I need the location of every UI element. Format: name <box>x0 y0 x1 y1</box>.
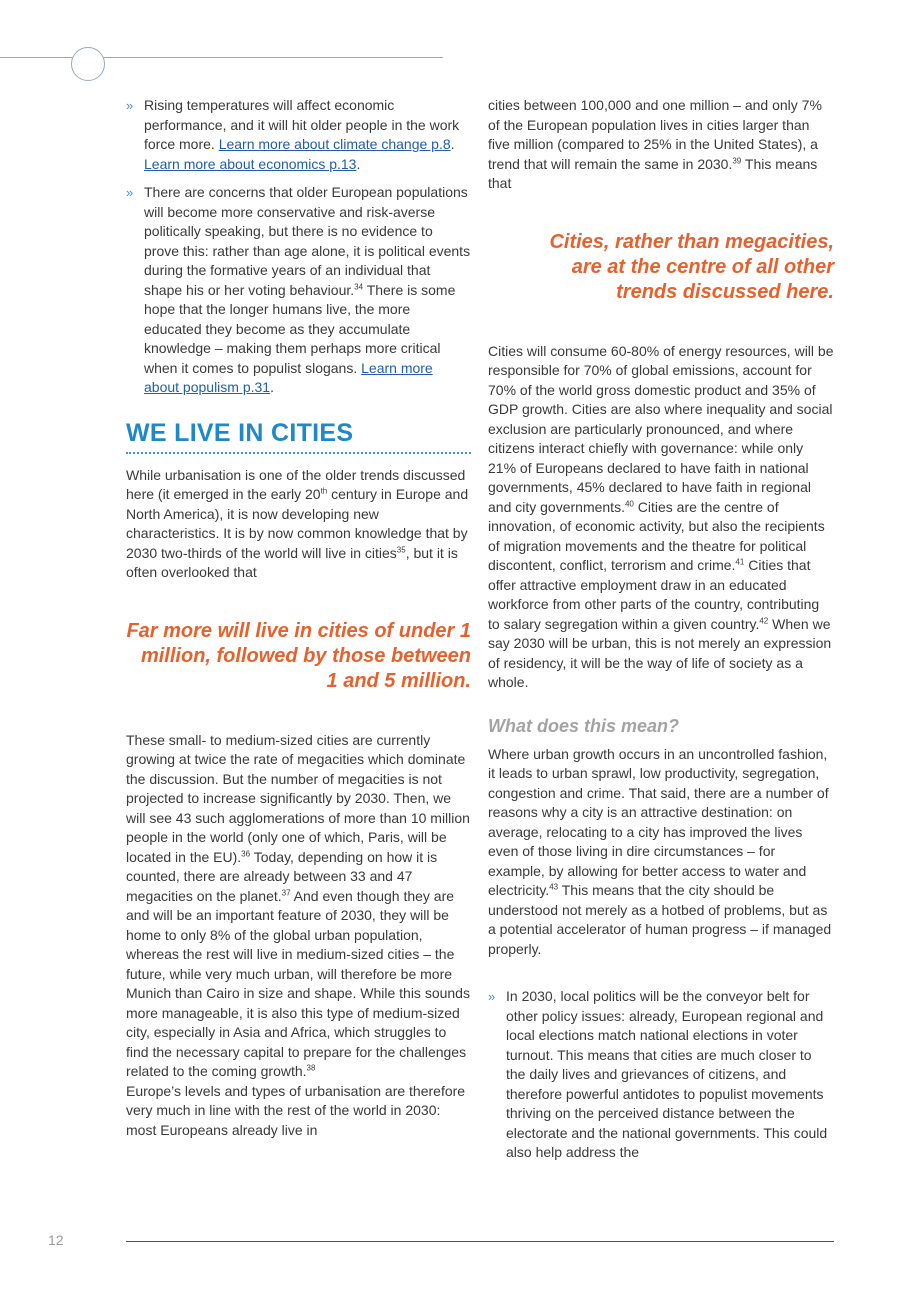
list-item: » Rising temperatures will affect economic performance, and it will hit older people in the work force more. Learn more about climate change p.8. Learn more about economics p.13. <box>126 97 460 172</box>
body-paragraph: These small- to medium-sized cities are currently growing at twice the rate of megacities which dominate the discussion. But the number of megacities is not projected to increase significantly by 2030. Then, we will see 43 such agglomerations of more than 10 million people in the world (only one of which, Paris, will be located in the EU).$^{36}$ Today, depending on how it is counted, there are already between 33 and 47 megacities on the planet.$^{37}$ And even though they are and will be an important feature of 2030, they will be home to only 8% of the global urban population, whereas the rest will live in medium-sized cities – the future, while very much urban, will therefore be more Munich than Cairo in size and shape. While this sounds more manageable, it is also this type of medium-sized city, especially in Asia and Africa, which struggles to find the necessary capital to prepare for the challenges related to the coming growth.$^{38}$ <box>126 731 470 1079</box>
list-item: » There are concerns that older European populations will become more conservative and risk-averse politically speaking, but there is no evidence to prove this: rather than age alone, it is political events during the formative years of an individual that shape his or her voting behaviour.$^{34}$ There is some hope that the longer humans live, the more educated they become as they accumulate knowledge – making them perhaps more critical when it comes to populist slogans. Learn more about populism p.31. <box>126 184 471 395</box>
section-heading: WE LIVE IN CITIES <box>126 418 354 447</box>
body-paragraph: Where urban growth occurs in an uncontrolled fashion, it leads to urban sprawl, low productivity, segregation, congestion and crime. That said, there are a number of reasons why a city is an attractive destination: on average, relocating to a city has improved the lives even of those living in dire circumstances – for example, by allowing for better access to water and electricity.$^{43}$ This means that the city should be understood not merely as a hotbed of problems, but as a potential accelerator of human progress – if managed properly. <box>488 745 832 957</box>
bullet-marker: » <box>488 989 496 1004</box>
body-paragraph: Europe’s levels and types of urbanisation are therefore very much in line with the rest of the world in 2030: most Europeans already live in <box>126 1082 466 1138</box>
footnote-ref: 34 <box>354 281 364 291</box>
bullet-marker: » <box>126 185 134 200</box>
bullet-text: There is some hope that the longer humans live, the more educated they become as they accumulate knowledge – making them perhaps more critical when it comes to populist slogans. <box>144 281 456 376</box>
header-rule <box>0 57 443 58</box>
bullet-text: There are concerns that older European populations will become more conservative and risk-averse politically speaking, but there is no evidence to prove this: rather than age alone, it is political events during the formative years of an individual that shape his or her voting behaviour. <box>144 184 471 298</box>
link-economics[interactable]: Learn more about economics p.13 <box>144 155 357 172</box>
bullet-text: Rising temperatures will affect economic performance, and it will hit older people in the work force more. <box>144 97 460 152</box>
list-item <box>488 987 834 1163</box>
right-column <box>488 96 834 1172</box>
header-circle-ornament <box>71 47 105 81</box>
pull-quote: Far more will live in cities of under 1 million, followed by those between 1 and 5 million. <box>126 619 471 692</box>
link-climate-change[interactable]: Learn more about climate change p.8 <box>218 136 451 152</box>
link-populism[interactable]: Learn more about populism p.31 <box>144 359 433 395</box>
bullet-text: In 2030, local politics will be the conveyor belt for other policy issues: already, European regional and local elections match national elections in voter turnout. This means that cities are much closer to the daily lives and grievances of citizens, and therefore powerful antidotes to populist movements thriving on the perceived distance between the electorate and the national governments. This could also help address the <box>506 988 828 1160</box>
pull-quote: Cities, rather than megacities, are at the centre of all other trends discussed here. <box>549 230 834 303</box>
continued-paragraph: cities between 100,000 and one million – and only 7% of the European population lives in cities larger than five million (compared to 25% in the United States), a trend that will remain the same in 2030.39 This means that <box>488 97 822 191</box>
bullet-list <box>488 987 834 1163</box>
dotted-divider <box>126 452 471 454</box>
intro-paragraph: While urbanisation is one of the older trends discussed here (it emerged in the early 20th century in Europe and North America), it is now developing new characteristics. It is by now common knowledge that by 2030 two-thirds of the world will live in cities$^{35}$, but it is often overlooked that <box>126 466 469 580</box>
footer-rule <box>126 1241 834 1242</box>
left-column <box>126 96 471 1140</box>
page-number: 12 <box>48 1232 64 1248</box>
bullet-list <box>126 96 471 398</box>
bullet-marker: » <box>126 98 134 113</box>
body-paragraph: Cities will consume 60-80% of energy resources, will be responsible for 70% of global emissions, account for 70% of the world gross domestic product and 35% of GDP growth. Cities are also where inequality and social exclusion are particularly pronounced, and where citizens interact chiefly with governance: while only 21% of Europeans declared to have faith in national governments, 45% declared to have faith in regional and city governments.$^{40}$ Cities are the centre of innovation, of economic activity, but also the recipients of migration movements and the theatre for political discontent, conflict, terrorism and crime.$^{41}$ Cities that offer attractive employment draw in an educated workforce from other parts of the country, contributing to salary segregation within a given country.$^{42}$ When we say 2030 will be urban, this is not merely an expression of residency, it will be the way of life of society as a whole. <box>488 342 834 690</box>
subheading: What does this mean? <box>488 715 680 736</box>
